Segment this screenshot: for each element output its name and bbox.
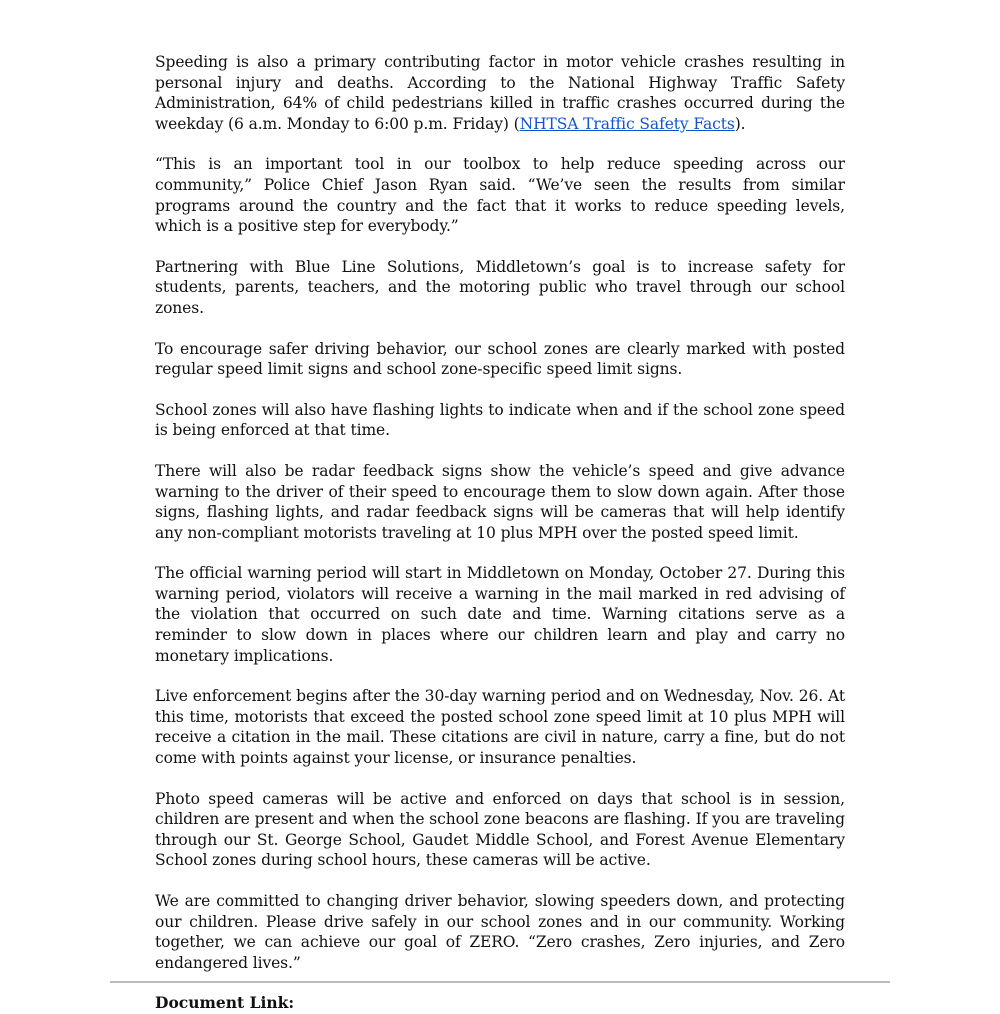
paragraph-flashing-lights: School zones will also have flashing lights to indicate when and if the school zone speed is being enforced at that time.: [155, 400, 845, 440]
paragraph-warning-period: The official warning period will start in Middletown on Monday, October 27. During this warning period, violators will receive a warning in the mail marked in red advising of the violation that occurred on such date and time. Warning citations serve as a reminder to slow down in places where our children learn and play and carry no monetary implications.: [155, 564, 845, 665]
document-link-label: Document Link:: [155, 993, 295, 1013]
bottom-divider: [110, 981, 890, 983]
paragraph-commitment: We are committed to changing driver behavior, slowing speeders down, and protecting our children. Please drive safely in our school zones and in our community. Working together, we can achieve our goal of ZERO. “Zero crashes, Zero injuries, and Zero endangered lives.”: [155, 892, 845, 972]
document-body: [155, 52, 845, 1014]
paragraph-partnership: Partnering with Blue Line Solutions, Middletown’s goal is to increase safety for students, parents, teachers, and the motoring public who travel through our school zones.: [155, 257, 845, 317]
paragraph-text: Speeding is also a primary contributing factor in motor vehicle crashes resulting in personal injury and deaths. According to the National Highway Traffic Safety Administration, 64% of child pedestrians killed in traffic crashes occurred during the weekday (6 a.m. Monday to 6:00 p.m. Friday) (: [155, 53, 845, 133]
nhtsa-traffic-safety-facts-link[interactable]: NHTSA Traffic Safety Facts: [519, 114, 735, 133]
paragraph-school-zone-signs: To encourage safer driving behavior, our school zones are clearly marked with posted regular speed limit signs and school zone-specific speed limit signs.: [155, 339, 845, 379]
paragraph-camera-schedule: Photo speed cameras will be active and enforced on days that school is in session, children are present and when the school zone beacons are flashing. If you are traveling through our St. George School, Gaudet Middle School, and Forest Avenue Elementary School zones during school hours, these cameras will be active.: [155, 789, 845, 870]
paragraph-police-chief-quote: “This is an important tool in our toolbox to help reduce speeding across our community,” Police Chief Jason Ryan said. “We’ve seen the results from similar programs around the country and the fact that it works to reduce speeding levels, which is a positive step for everybody.”: [155, 155, 845, 236]
paragraph-live-enforcement: Live enforcement begins after the 30-day warning period and on Wednesday, Nov. 26. At this time, motorists that exceed the posted school zone speed limit at 10 plus MPH will receive a citation in the mail. These citations are civil in nature, carry a fine, but do not come with points against your license, or insurance penalties.: [155, 687, 845, 768]
paragraph-radar-feedback: There will also be radar feedback signs show the vehicle’s speed and give advance warning to the driver of their speed to encourage them to slow down again. After those signs, flashing lights, and radar feedback signs will be cameras that will help identify any non-compliant motorists traveling at 10 plus MPH over the posted speed limit.: [155, 461, 845, 542]
paragraph-speeding-stats: [155, 52, 845, 134]
paragraph-text-end: ).: [734, 114, 746, 133]
